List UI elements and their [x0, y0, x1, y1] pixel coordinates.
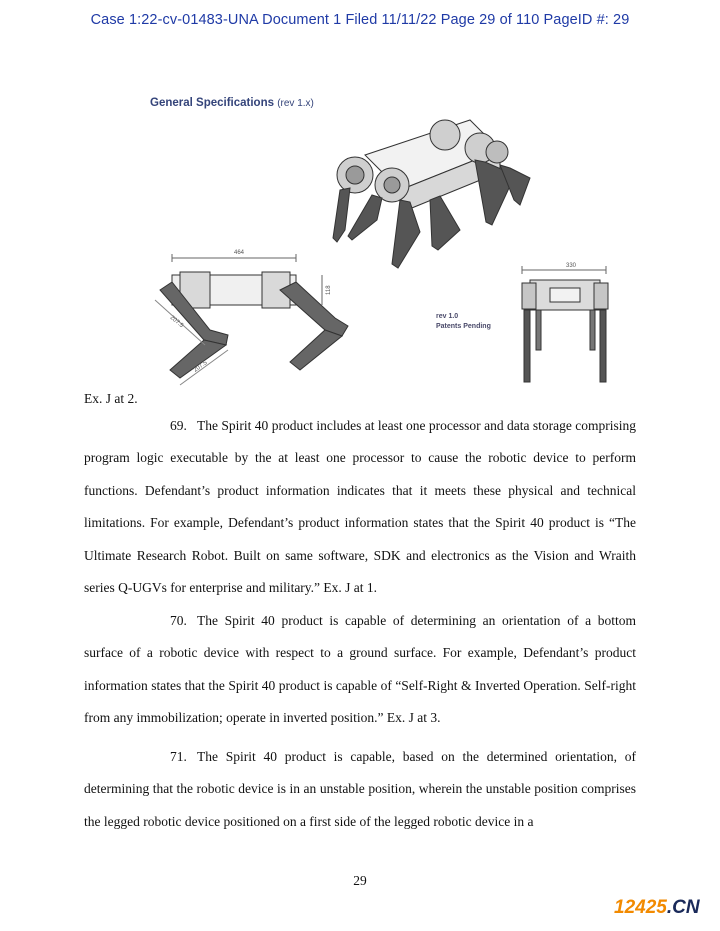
page-number: 29	[353, 873, 367, 888]
robot-side-view-drawing	[155, 254, 348, 385]
figure-title-text: General Specifications	[150, 97, 274, 109]
robot-front-view-drawing	[522, 266, 608, 382]
paragraph-71	[84, 741, 636, 838]
paragraph-70-number: 70.	[170, 613, 187, 628]
watermark-main: 12425	[614, 897, 667, 918]
figure-title-rev: (rev 1.x)	[277, 98, 314, 109]
dim-height-label: 118	[326, 285, 332, 295]
dim-width-label: 330	[566, 263, 577, 269]
patents-line: Patents Pending	[436, 323, 491, 330]
case-header: Case 1:22-cv-01483-UNA Document 1 Filed 11/11/22 Page 29 of 110 PageID #: 29	[90, 12, 630, 28]
rev-line: rev 1.0	[436, 313, 459, 320]
paragraph-71-text: The Spirit 40 product is capable, based on the determined orientation, of determining that the robotic device is in an unstable position, wherein the unstable position comprises the legged robotic device positioned on a first side of the legged robotic device in a	[84, 749, 636, 829]
robot-spec-figure	[0, 0, 720, 400]
figure-caption: Ex. J at 2.	[84, 391, 138, 406]
paragraph-69-number: 69.	[170, 418, 187, 433]
paragraph-71-number: 71.	[170, 749, 187, 764]
paragraph-69-text: The Spirit 40 product includes at least one processor and data storage comprising program logic executable by the at least one processor to cause the robotic device to perform functions. Defendant’s product information indicates that it meets these physical and technical limitations. For example, Defendant’s product information states that the Spirit 40 product is “The Ultimate Research Robot. Built on same software, SDK and electronics as the Vision and Wraith series Q-UGVs for enterprise and military.” Ex. J at 1.	[84, 418, 636, 596]
paragraph-70-text: The Spirit 40 product is capable of determining an orientation of a bottom surface of a robotic device with respect to a ground surface. For example, Defendant’s product information states that the Spirit 40 product is capable of “Self-Right & Inverted Operation. Self-right from any immobilization; operate in inverted position.” Ex. J at 3.	[84, 613, 636, 726]
dim-leg-lower-label: 207.5	[192, 360, 209, 374]
revision-note	[436, 312, 491, 332]
robot-isometric-drawing	[333, 120, 530, 268]
site-watermark	[614, 897, 700, 919]
dim-leg-upper-label: 207.5	[168, 314, 185, 330]
paragraph-70	[84, 605, 636, 735]
dim-length-label: 464	[234, 250, 245, 256]
watermark-suffix: .CN	[666, 897, 700, 918]
paragraph-69	[84, 410, 636, 604]
